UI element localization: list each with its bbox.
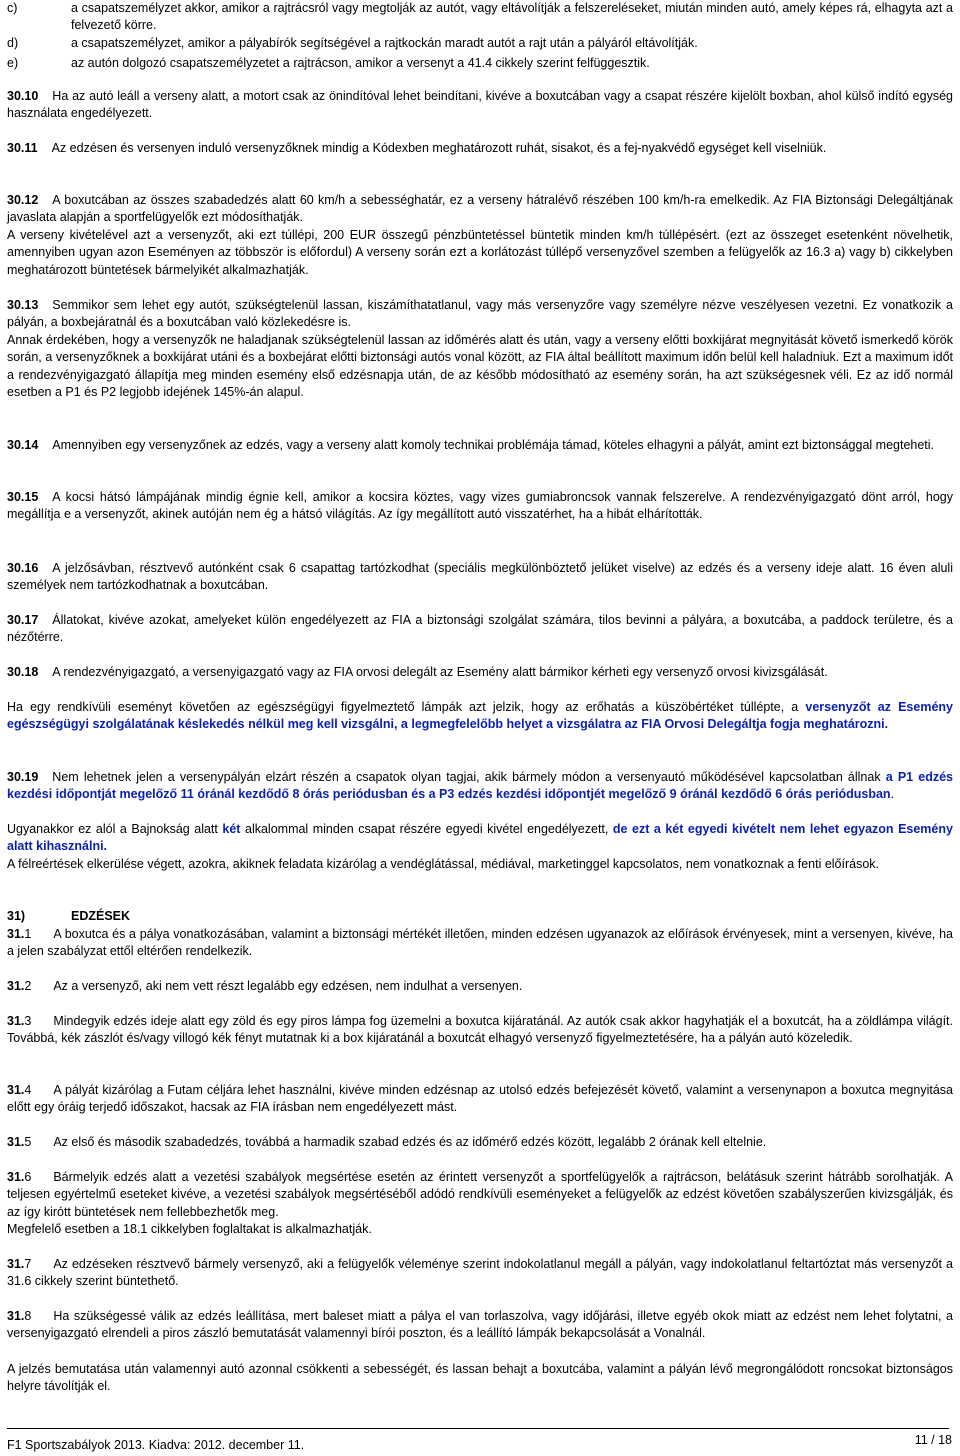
article-text: Ha egy rendkívüli eseményt követően az egészségügyi figyelmeztető lámpák azt jelzik, hogy az erőhatás a küszöbértéket túllépte, a	[7, 700, 799, 714]
article-30-16	[7, 560, 953, 595]
article-31-5	[7, 1134, 953, 1151]
list-item-text: a csapatszemélyzet akkor, amikor a rajtrácsról vagy megtolják az autót, vagy eltávolítják a felszereléseket, miután minden autó, amely képes rá, elhagyta azt a felvezető körre.	[71, 1, 953, 33]
article-text: A boxutcában az összes szabadedzés alatt 60 km/h a sebességhatár, ez a verseny hátralévő részében 100 km/h-ra emelkedik. Az FIA Biztonsági Delegáltjának javaslata alapján a sportfelügyelők ezt módosíthatják.	[7, 193, 953, 225]
article-31-7	[7, 1256, 953, 1291]
list-item-c	[7, 0, 953, 35]
highlighted-amendment: versenyzőt az Esemény egészségügyi szolgálatának késlekedés nélkül meg kell vizsgálni, a legmegfelelőbb helyet a vizsgálatra az FIA Orvosi Delegáltja fogja meghatározni.	[7, 700, 953, 732]
article-number: 31.3	[7, 1014, 32, 1028]
article-30-12-para2	[7, 227, 953, 279]
article-text: A boxutca és a pálya vonatkozásában, valamint a biztonsági mértékét illetően, minden edzésen ugyanazok az előírások érvényesek, mint a versenyen, kivéve, ha a jelen szabályzat ettől eltérően rendelkezik.	[7, 927, 953, 959]
article-31-3	[7, 1013, 953, 1048]
article-text: Ha az autó leáll a verseny alatt, a motort csak az önindítóval lehet beindítani, kivéve a boxutcában vagy a csapat részére kijelölt boxban, ahol külső indító egység használata engedélyezett.	[7, 89, 953, 121]
article-number: 30.11	[7, 141, 38, 155]
article-number: 30.13	[7, 298, 39, 312]
article-text: Az edzésen és versenyen induló versenyzőknek mindig a Kódexben meghatározott ruhát, sisakot, és a fej-nyakvédő egységet kell viselniük.	[51, 141, 827, 155]
article-30-19	[7, 769, 953, 804]
article-text: A jelzősávban, résztvevő autónként csak 6 csapattag tartózkodhat (speciális megkülönböztető jelüket viselve) az edzés és a verseny ideje alatt. 16 éven aluli személyek nem tartózkodhatnak a boxutcában.	[7, 561, 953, 593]
footer-divider	[7, 1428, 949, 1429]
list-letter: e)	[7, 56, 19, 70]
article-number: 30.16	[7, 561, 39, 575]
article-31-6	[7, 1169, 953, 1221]
article-31-2	[7, 978, 953, 995]
section-title: EDZÉSEK	[71, 909, 131, 923]
article-text: Megfelelő esetben a 18.1 cikkelyben foglaltakat is alkalmazhatják.	[7, 1222, 372, 1236]
article-30-19-para3	[7, 856, 953, 873]
article-31-6-para2	[7, 1221, 953, 1238]
article-number: 31.7	[7, 1257, 32, 1271]
article-text: Nem lehetnek jelen a versenypályán elzárt részén a csapatok olyan tagjai, akik bármely módon a versenyautó működésével kapcsolatban állnak	[52, 770, 881, 784]
article-text: A verseny kivételével azt a versenyzőt, aki ezt túllépi, 200 EUR összegű pénzbüntetéssel büntetik minden km/h túllépésért. (ezt az összeget esetenként növelhetik, amennyiben ugyan azon Eseményen az többször is előfordul) A verseny során ezt a korlátozást túllépő versenyzővel szemben a felügyelők az 16.3 a) vagy b) cikkelyben meghatározott büntetések bármelyikét alkalmazhatják.	[7, 228, 953, 277]
article-text: A rendezvényigazgató, a versenyigazgató vagy az FIA orvosi delegált az Esemény alatt bármikor kérheti egy versenyző orvosi kivizsgálását.	[52, 665, 828, 679]
article-30-19-para2	[7, 821, 953, 856]
article-text: Állatokat, kivéve azokat, amelyeket külön engedélyezett az FIA a biztonsági szolgálat számára, tilos bevinni a pályára, a boxutcába, a paddock területre, és a nézőtérre.	[7, 613, 953, 645]
section-heading	[7, 908, 953, 925]
article-text: Az első és második szabadedzés, továbbá a harmadik szabad edzés és az időmérő edzés között, legalább 2 órának kell eltelnie.	[53, 1135, 767, 1149]
article-number: 31.5	[7, 1135, 32, 1149]
highlighted-amendment: két	[222, 822, 241, 836]
list-item-e	[7, 55, 953, 72]
article-30-15	[7, 489, 953, 524]
article-text: Ha szükségessé válik az edzés leállítása, mert baleset miatt a pálya el van torlaszolva, vagy időjárási, illetve egyéb okok miatt az edzést nem lehet folytatni, a versenyigazgató elrendeli a piros zászló bemutatását valamennyi bírói poszton, és a leállító lámpák bekapcsolását a Vonalnál.	[7, 1309, 953, 1341]
list-item-text: az autón dolgozó csapatszemélyzetet a rajtrácson, amikor a versenyt a 41.4 cikkely szerint felfüggesztik.	[71, 56, 650, 70]
article-text: Ugyanakkor ez alól a Bajnokság alatt	[7, 822, 218, 836]
article-text: Bármelyik edzés alatt a vezetési szabályok megsértése esetén az érintett versenyzőt a sportfelügyelők a rajtrácson, belátásuk szerint hátrább sorolhatják. A teljesen egyértelmű eseteket kivéve, a vezetési szabályok megsértéséből adódó rendkívüli eseményeket a felügyelők az edzést követően szabályszerűen kivizsgálják, és az így kirótt büntetések nem fellebbezhetők meg.	[7, 1170, 953, 1219]
list-item-d	[7, 35, 953, 52]
article-31-8-para2	[7, 1361, 953, 1396]
article-text: A pályát kizárólag a Futam céljára lehet használni, kivéve minden edzésnap az utolsó edzés befejezését követő, valamint a versenynapon a boxutca megnyitása előtt egy óráig terjedő időszakot, hacsak az FIA írásban nem engedélyezett mást.	[7, 1083, 953, 1115]
article-30-10	[7, 88, 953, 123]
article-30-12	[7, 192, 953, 227]
article-number: 31.6	[7, 1170, 32, 1184]
article-number: 30.15	[7, 490, 39, 504]
article-30-14	[7, 437, 953, 454]
article-30-13-para2	[7, 332, 953, 402]
highlighted-amendment: de ezt a két egyedi kivételt nem lehet egyazon Esemény alatt kihasználni.	[7, 822, 953, 854]
article-number: 30.17	[7, 613, 39, 627]
article-31-1	[7, 926, 953, 961]
section-number: 31)	[7, 909, 26, 923]
article-number: 31.1	[7, 927, 32, 941]
page-number: 11 / 18	[914, 1433, 952, 1447]
article-number: 31.8	[7, 1309, 32, 1323]
list-item-text: a csapatszemélyzet, amikor a pályabírók segítségével a rajtkockán maradt autót a rajt után a pályáról eltávolítják.	[71, 36, 698, 50]
article-number: 30.18	[7, 665, 39, 679]
highlighted-amendment: a P1 edzés kezdési időpontját megelőző 11 óránál kezdődő 8 órás periódusban és a P3 edzés kezdési időpontjét megelőző 9 óránál kezdődő 6 órás periódusban	[7, 770, 953, 802]
article-30-18	[7, 664, 953, 681]
article-number: 30.14	[7, 438, 39, 452]
article-text: Amennyiben egy versenyzőnek az edzés, vagy a verseny alatt komoly technikai problémája támad, köteles elhagyni a pályát, amint ezt biztonsággal megteheti.	[52, 438, 935, 452]
footer-title: F1 Sportszabályok 2013. Kiadva: 2012. december 11.	[7, 1438, 305, 1452]
article-31-4	[7, 1082, 953, 1117]
article-text: Semmikor sem lehet egy autót, szükségtelenül lassan, kiszámíthatatlanul, vagy más versenyzőre vagy személyre nézve veszélyesen vezetni. Ez vonatkozik a pályán, a boxbejáratnál és a boxutcában való közlekedésre is.	[7, 298, 953, 330]
article-30-11	[7, 140, 953, 157]
article-text: .	[890, 787, 895, 802]
list-letter: c)	[7, 1, 18, 15]
article-text: Az edzéseken résztvevő bármely versenyző, aki a felügyelők véleménye szerint indokolatlanul megáll a pályán, vagy indokolatlanul feltartóztat más versenyzőt a 31.6 cikkely szerint büntethető.	[7, 1257, 953, 1289]
article-number: 30.19	[7, 770, 39, 784]
article-30-13	[7, 297, 953, 332]
article-number: 31.2	[7, 979, 32, 993]
article-text: A kocsi hátsó lámpájának mindig égnie kell, amikor a kocsira köztes, vagy vizes gumiabroncsok vannak felszerelve. A rendezvényigazgató dönt arról, hogy megállítja e a versenyzőt, akinek autóján nem ég a hátsó világítás. Az így megállított autó visszatérhet, ha a hibát elhárították.	[7, 490, 953, 522]
article-number: 30.12	[7, 193, 39, 207]
list-letter: d)	[7, 36, 19, 50]
article-31-8	[7, 1308, 953, 1343]
article-text: Az a versenyző, aki nem vett részt legalább egy edzésen, nem indulhat a versenyen.	[53, 979, 523, 993]
article-number: 30.10	[7, 89, 39, 103]
article-text: A félreértések elkerülése végett, azokra, akiknek feladata kizárólag a vendéglátással, médiával, marketinggel kapcsolatos, nem vonatkoznak a fenti előírások.	[7, 857, 880, 871]
article-30-17	[7, 612, 953, 647]
article-text: Annak érdekében, hogy a versenyzők ne haladjanak szükségtelenül lassan az időmérés alatt és után, vagy a verseny előtti boxkijárat megnyitását követő ismerkedő körök során, a versenyzőknek a boxkijárat utáni és a boxbejárat előtti biztonsági autós vonal között, az FIA által beállított maximum időn belül kell haladniuk. Ezt a maximum időt a rendezvényigazgató állapítja meg minden esemény első edzésnapja után, de az később módosítható az esemény során, ha azt szükségesnek véli. Ez az idő normál esetben a P1 és P2 legjobb idejének 145%-án alapul.	[7, 333, 953, 400]
article-number: 31.4	[7, 1083, 32, 1097]
article-text: A jelzés bemutatása után valamennyi autó azonnal csökkenti a sebességét, és lassan behajt a boxutcába, valamint a pályán lévő megrongálódott roncsokat biztonságos helyre távolítják el.	[7, 1362, 953, 1394]
article-text: alkalommal minden csapat részére egyedi kivétel engedélyezett,	[245, 822, 609, 836]
article-30-18-para2	[7, 699, 953, 734]
article-text: Mindegyik edzés ideje alatt egy zöld és egy piros lámpa fog üzemelni a boxutca kijáratánál. Az autók csak akkor hagyhatják el a boxutcát, ha a zöldlámpa világít. Továbbá, kék zászlót és/vagy villogó kék fényt mutatnak ki a box kijáratánál a boxutcát elhagyó versenyző figyelmeztetésére, ha a pályán autó közeledik.	[7, 1014, 953, 1046]
